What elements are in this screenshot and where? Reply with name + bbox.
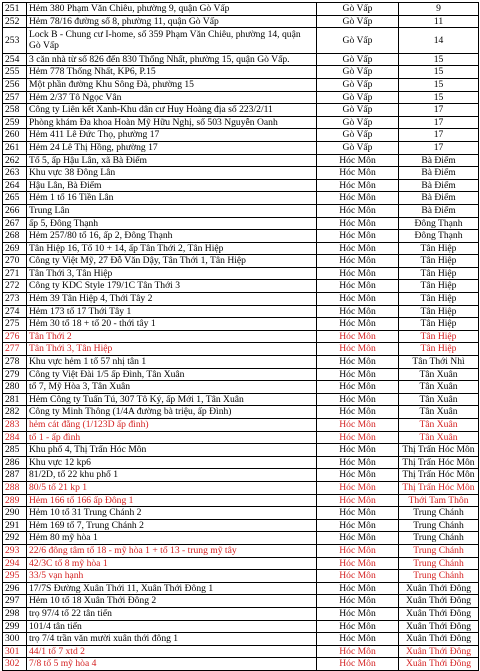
row-district: Hóc Môn [317,217,399,230]
row-ward: Xuân Thới Đông [399,620,479,633]
row-number: 252 [3,15,27,28]
row-district: Gò Vấp [317,28,399,54]
table-row [3,217,479,230]
row-district: Hóc Môn [317,330,399,343]
table-row [3,444,479,457]
row-district: Hóc Môn [317,167,399,180]
row-address: Hẻm 169 tổ 7, Trung Chánh 2 [27,519,317,532]
row-number: 264 [3,179,27,192]
table-row [3,532,479,545]
row-district: Hóc Môn [317,192,399,205]
row-address: Hẻm 173 tổ 17 Thới Tây 1 [27,305,317,318]
row-number: 273 [3,293,27,306]
row-number: 275 [3,318,27,331]
row-ward: Xuân Thới Đông [399,607,479,620]
row-address: Hẻm 257/80 tổ 16, ấp 2, Đông Thạnh [27,230,317,243]
row-district: Hóc Môn [317,595,399,608]
table-row [3,154,479,167]
row-number: 253 [3,28,27,54]
row-address: Tân Thới 3, Tân Hiệp [27,267,317,280]
row-number: 266 [3,204,27,217]
row-district: Hóc Môn [317,469,399,482]
table-row [3,280,479,293]
row-ward: Tân Hiệp [399,293,479,306]
table-row [3,557,479,570]
row-address: Hẻm 39 Tân Hiệp 4, Thới Tây 2 [27,293,317,306]
row-address: Hẻm Công ty Tuấn Tú, 307 Tô Ký, ấp Mới 1, Tân Xuân [27,393,317,406]
row-ward: Thị Trấn Hóc Môn [399,481,479,494]
row-district: Hóc Môn [317,481,399,494]
row-number: 271 [3,267,27,280]
row-address: Hẻm 78/16 đường số 8, phường 11, quận Gò Vấp [27,15,317,28]
row-ward: Tân Hiệp [399,242,479,255]
row-ward: Tân Xuân [399,406,479,419]
row-address: Khu vực 12 kp6 [27,456,317,469]
row-district: Hóc Môn [317,507,399,520]
row-address: hẻm cát đằng (1/123D ấp đình) [27,419,317,432]
table-row [3,393,479,406]
table-row [3,204,479,217]
table-row [3,192,479,205]
row-number: 265 [3,192,27,205]
row-ward: Đông Thạnh [399,217,479,230]
row-district: Gò Vấp [317,15,399,28]
row-ward: Tân Xuân [399,419,479,432]
row-address: Hẻm 30 tổ 18 + tổ 20 - thới tây 1 [27,318,317,331]
row-address: 17/7S Đường Xuân Thới 11, Xuân Thới Đông 1 [27,582,317,595]
address-table-body [3,3,479,671]
row-number: 272 [3,280,27,293]
row-number: 259 [3,116,27,129]
table-row [3,658,479,671]
row-address: Hẻm 10 tổ 31 Trung Chánh 2 [27,507,317,520]
table-row [3,582,479,595]
table-row [3,343,479,356]
row-number: 254 [3,53,27,66]
row-ward: 15 [399,66,479,79]
table-row [3,53,479,66]
row-district: Hóc Môn [317,419,399,432]
table-row [3,330,479,343]
table-row [3,104,479,117]
row-address: Hẻm 80 mỹ hòa 1 [27,532,317,545]
row-ward: Thị Trấn Hóc Môn [399,444,479,457]
row-number: 261 [3,141,27,154]
row-district: Hóc Môn [317,179,399,192]
row-ward: Trung Chánh [399,519,479,532]
row-number: 292 [3,532,27,545]
table-row [3,456,479,469]
row-number: 300 [3,633,27,646]
row-district: Hóc Môn [317,645,399,658]
row-number: 283 [3,419,27,432]
row-district: Hóc Môn [317,154,399,167]
row-number: 290 [3,507,27,520]
table-row [3,230,479,243]
table-row [3,481,479,494]
row-number: 279 [3,368,27,381]
row-address: Trung Lân [27,204,317,217]
row-address: Tân Hiệp 16, Tổ 10 + 14, ấp Tân Thới 2, Tân Hiệp [27,242,317,255]
row-ward: Trung Chánh [399,507,479,520]
row-address: 33/5 vạn hạnh [27,570,317,583]
row-ward: 17 [399,116,479,129]
row-ward: 17 [399,104,479,117]
row-ward: 17 [399,141,479,154]
row-number: 291 [3,519,27,532]
row-number: 284 [3,431,27,444]
row-number: 286 [3,456,27,469]
row-ward: Tân Hiệp [399,280,479,293]
row-ward: Trung Chánh [399,544,479,557]
row-number: 298 [3,607,27,620]
row-number: 263 [3,167,27,180]
row-address: 22/6 đông tâm tổ 18 - mỹ hòa 1 + tổ 13 - trung mỹ tây [27,544,317,557]
row-district: Hóc Môn [317,318,399,331]
row-number: 289 [3,494,27,507]
table-row [3,570,479,583]
table-row [3,78,479,91]
table-row [3,356,479,369]
row-address: Tổ 5, ấp Hậu Lân, xã Bà Điểm [27,154,317,167]
row-address: Công ty Việt Đài 1/5 ấp Đình, Tân Xuân [27,368,317,381]
table-row [3,15,479,28]
row-ward: 11 [399,15,479,28]
row-ward: Tân Xuân [399,368,479,381]
row-ward: Tân Xuân [399,381,479,394]
row-address: Tân Thới 2 [27,330,317,343]
row-district: Hóc Môn [317,633,399,646]
table-row [3,645,479,658]
row-district: Hóc Môn [317,658,399,671]
row-address: Tân Thới 3, Tân Hiệp [27,343,317,356]
row-ward: Xuân Thới Đông [399,658,479,671]
row-ward: Tân Hiệp [399,255,479,268]
row-district: Hóc Môn [317,204,399,217]
row-ward: 14 [399,28,479,54]
table-row [3,595,479,608]
row-address: Công ty KDC Style 179/1C Tân Thới 3 [27,280,317,293]
row-address: Hậu Lân, Bà Điểm [27,179,317,192]
table-row [3,406,479,419]
row-address: ấp 5, Đông Thạnh [27,217,317,230]
row-district: Hóc Môn [317,406,399,419]
row-number: 274 [3,305,27,318]
table-row [3,242,479,255]
row-number: 299 [3,620,27,633]
row-address: Hẻm 10 tổ 18 Xuân Thới Đông 2 [27,595,317,608]
row-district: Hóc Môn [317,620,399,633]
table-row [3,469,479,482]
row-district: Hóc Môn [317,305,399,318]
row-number: 256 [3,78,27,91]
table-row [3,28,479,54]
row-address: 7/8 tổ 5 mỹ hòa 4 [27,658,317,671]
row-address: Hẻm 166 tổ 166 ấp Đông 1 [27,494,317,507]
row-address: 42/3C tổ 8 mỹ hòa 1 [27,557,317,570]
row-district: Hóc Môn [317,519,399,532]
row-address: 80/5 tổ 21 kp 1 [27,481,317,494]
row-number: 294 [3,557,27,570]
address-table-sheet [2,2,478,671]
row-ward: 9 [399,3,479,16]
row-number: 281 [3,393,27,406]
row-ward: Bà Điểm [399,204,479,217]
table-row [3,431,479,444]
row-ward: Tân Thới Nhì [399,356,479,369]
row-district: Gò Vấp [317,78,399,91]
row-district: Hóc Môn [317,280,399,293]
row-number: 257 [3,91,27,104]
table-row [3,66,479,79]
row-ward: Tân Xuân [399,393,479,406]
row-ward: Đông Thạnh [399,230,479,243]
row-ward: Tân Hiệp [399,267,479,280]
row-ward: Bà Điểm [399,154,479,167]
row-ward: Trung Chánh [399,532,479,545]
row-address: tổ 1 - ấp đình [27,431,317,444]
row-district: Gò Vấp [317,66,399,79]
row-address: Hẻm 2/37 Tô Ngọc Vân [27,91,317,104]
row-number: 285 [3,444,27,457]
row-district: Hóc Môn [317,557,399,570]
row-number: 270 [3,255,27,268]
row-address: Lock B - Chung cư I-home, số 359 Phạm Văn Chiêu, phường 14, quận Gò Vấp [27,28,317,54]
row-number: 293 [3,544,27,557]
row-address: Công ty Việt Mỹ, 27 Đỗ Văn Dậy, Tân Thới 1, Tân Hiệp [27,255,317,268]
row-district: Hóc Môn [317,255,399,268]
row-number: 267 [3,217,27,230]
table-row [3,116,479,129]
row-district: Hóc Môn [317,230,399,243]
row-ward: Tân Hiệp [399,318,479,331]
row-address: trọ 7/4 trần văn mười xuân thới đông 1 [27,633,317,646]
table-row [3,381,479,394]
row-ward: Thị Trấn Hóc Môn [399,456,479,469]
row-address: 101/4 tân tiến [27,620,317,633]
row-ward: 15 [399,78,479,91]
table-row [3,318,479,331]
table-row [3,620,479,633]
table-row [3,305,479,318]
row-address: Khu phố 4, Thị Trấn Hóc Môn [27,444,317,457]
row-district: Gò Vấp [317,116,399,129]
table-row [3,544,479,557]
table-row [3,507,479,520]
row-district: Hóc Môn [317,431,399,444]
table-row [3,91,479,104]
row-district: Hóc Môn [317,267,399,280]
row-ward: Trung Chánh [399,557,479,570]
table-row [3,129,479,142]
row-number: 295 [3,570,27,583]
row-ward: Tân Hiệp [399,343,479,356]
row-address: trọ 97/4 tổ 22 tân tiến [27,607,317,620]
row-ward: Tân Xuân [399,431,479,444]
row-district: Hóc Môn [317,544,399,557]
row-ward: Bà Điểm [399,179,479,192]
row-address: Hẻm 24 Lê Thị Hồng, phường 17 [27,141,317,154]
row-ward: Trung Chánh [399,570,479,583]
row-number: 276 [3,330,27,343]
row-number: 260 [3,129,27,142]
row-number: 269 [3,242,27,255]
row-ward: 17 [399,129,479,142]
table-row [3,267,479,280]
row-district: Hóc Môn [317,381,399,394]
row-district: Hóc Môn [317,582,399,595]
table-row [3,179,479,192]
table-row [3,368,479,381]
row-number: 287 [3,469,27,482]
row-number: 288 [3,481,27,494]
row-address: Một phần đường Khu Sông Đà, phường 15 [27,78,317,91]
table-row [3,255,479,268]
table-row [3,519,479,532]
row-number: 282 [3,406,27,419]
row-address: Hẻm 1 tổ 16 Tiền Lân [27,192,317,205]
table-row [3,3,479,16]
row-address: 44/1 tổ 7 xtd 2 [27,645,317,658]
row-district: Hóc Môn [317,356,399,369]
row-district: Hóc Môn [317,343,399,356]
row-address: 81/2D, tổ 22 khu phố 1 [27,469,317,482]
row-number: 251 [3,3,27,16]
row-number: 301 [3,645,27,658]
row-address: Khu vực hẻm 1 tổ 57 nhị tân 1 [27,356,317,369]
table-row [3,167,479,180]
row-ward: Bà Điểm [399,167,479,180]
row-district: Hóc Môn [317,368,399,381]
row-district: Gò Vấp [317,129,399,142]
row-ward: Xuân Thới Đông [399,633,479,646]
row-ward: Xuân Thới Đông [399,595,479,608]
table-row [3,494,479,507]
row-district: Gò Vấp [317,53,399,66]
row-district: Gò Vấp [317,104,399,117]
row-number: 297 [3,595,27,608]
row-district: Gò Vấp [317,141,399,154]
row-ward: Bà Điểm [399,192,479,205]
row-district: Hóc Môn [317,607,399,620]
row-number: 258 [3,104,27,117]
row-ward: 15 [399,53,479,66]
row-ward: 15 [399,91,479,104]
row-number: 262 [3,154,27,167]
row-ward: Tân Hiệp [399,305,479,318]
row-ward: Xuân Thới Đông [399,645,479,658]
row-number: 296 [3,582,27,595]
row-district: Hóc Môn [317,456,399,469]
table-row [3,633,479,646]
row-address: tổ 7, Mỹ Hòa 3, Tân Xuân [27,381,317,394]
row-address: 3 căn nhà từ số 826 đến 830 Thống Nhất, phường 15, quận Gò Vấp. [27,53,317,66]
row-number: 268 [3,230,27,243]
row-district: Hóc Môn [317,444,399,457]
row-district: Hóc Môn [317,570,399,583]
row-district: Gò Vấp [317,91,399,104]
row-address: Công ty Liên kết Xanh-Khu dân cư Huy Hoàng địa số 223/2/11 [27,104,317,117]
table-row [3,419,479,432]
row-number: 278 [3,356,27,369]
row-district: Hóc Môn [317,242,399,255]
address-table [2,2,479,671]
row-ward: Thới Tam Thôn [399,494,479,507]
row-number: 277 [3,343,27,356]
table-row [3,141,479,154]
row-address: Phòng khám Đa khoa Hoàn Mỹ Hữu Nghị, số 503 Nguyễn Oanh [27,116,317,129]
row-number: 302 [3,658,27,671]
row-number: 255 [3,66,27,79]
row-district: Hóc Môn [317,494,399,507]
table-row [3,293,479,306]
row-district: Hóc Môn [317,532,399,545]
row-address: Hẻm 778 Thống Nhất, KP6, P.15 [27,66,317,79]
row-ward: Thị Trấn Hóc Môn [399,469,479,482]
row-address: Hẻm 411 Lê Đức Thọ, phường 17 [27,129,317,142]
table-row [3,607,479,620]
row-district: Hóc Môn [317,293,399,306]
row-district: Hóc Môn [317,393,399,406]
row-ward: Tân Hiệp [399,330,479,343]
row-address: Hẻm 380 Phạm Văn Chiêu, phường 9, quận Gò Vấp [27,3,317,16]
row-number: 280 [3,381,27,394]
row-district: Gò Vấp [317,3,399,16]
row-ward: Xuân Thới Đông [399,582,479,595]
row-address: Khu vực 38 Đông Lân [27,167,317,180]
row-address: Công ty Minh Thông (1/4A đường bà triệu, ấp Đình) [27,406,317,419]
